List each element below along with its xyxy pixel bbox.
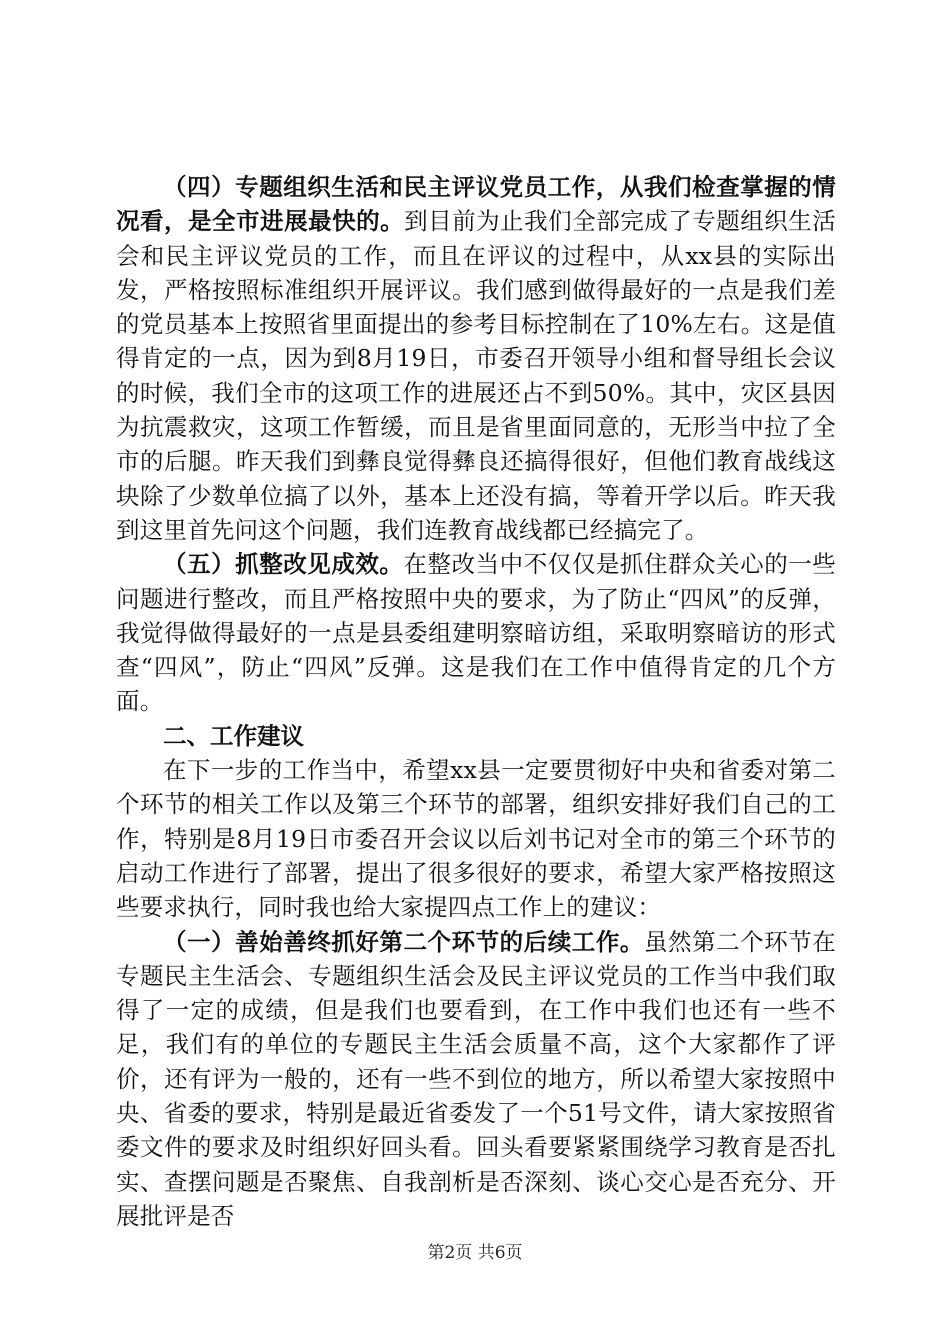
paragraph-text: 在下一步的工作当中，希望xx县一定要贯彻好中央和省委对第二个环节的相关工作以及第三个环节的部署，组织安排好我们自己的工作，特别是8月19日市委召开会议以后刘书记对全市的第三个环节的启动工作进行了部署，提出了很多很好的要求，希望大家严格按照这些要求执行，同时我也给大家提四点工作上的建议： [116,756,836,922]
document-body [116,170,836,1233]
paragraph-lead: （四）专题组织生活和民主评议党员工作，从我们检查掌握的情况看，是全市进展最快的。 [116,173,836,236]
paragraph-text: 在整改当中不仅仅是抓住群众关心的一些问题进行整改，而且严格按照中央的要求，为了防止“四风”的反弹，我觉得做得最好的一点是县委组建明察暗访组，采取明察暗访的形式查“四风”，防止“四风”反弹。这是我们在工作中值得肯定的几个方面。 [116,550,836,716]
paragraph-lead: （五）抓整改见成效。 [163,550,404,579]
paragraph-lead: （一）善始善终抓好第二个环节的后续工作。 [163,927,644,956]
section-heading-work-suggestions: 二、工作建议 [163,721,304,750]
paragraph-text: 虽然第二个环节在专题民主生活会、专题组织生活会及民主评议党员的工作当中我们取得了一定的成绩，但是我们也要看到，在工作中我们也还有一些不足，我们有的单位的专题民主生活会质量不高，这个大家都作了评价，还有评为一般的，还有一些不到位的地方，所以希望大家按照中央、省委的要求，特别是最近省委发了一个51号文件，请大家按照省委文件的要求及时组织好回头看。回头看要紧紧围绕学习教育是否扎实、查摆问题是否聚焦、自我剖析是否深刻、谈心交心是否充分、开展批评是否 [116,927,837,1230]
page-number-footer: 第2页 共6页 [427,1243,523,1263]
paragraph-section-four [116,170,836,547]
paragraph-suggestion-one [116,925,836,1234]
paragraph-text: 到目前为止我们全部完成了专题组织生活会和民主评议党员的工作，而且在评议的过程中，从xx县的实际出发，严格按照标准组织开展评议。我们感到做得最好的一点是我们差的党员基本上按照省里面提出的参考目标控制在了10%左右。这是值得肯定的一点，因为到8月19日，市委召开领导小组和督导组长会议的时候，我们全市的这项工作的进展还占不到50%。其中，灾区县因为抗震救灾，这项工作暂缓，而且是省里面同意的，无形当中拉了全市的后腿。昨天我们到彝良觉得彝良还搞得很好，但他们教育战线这块除了少数单位搞了以外，基本上还没有搞，等着开学以后。昨天我到这里首先问这个问题，我们连教育战线都已经搞完了。 [116,207,836,544]
paragraph-suggestions-intro [116,753,836,924]
paragraph-section-five [116,547,836,718]
